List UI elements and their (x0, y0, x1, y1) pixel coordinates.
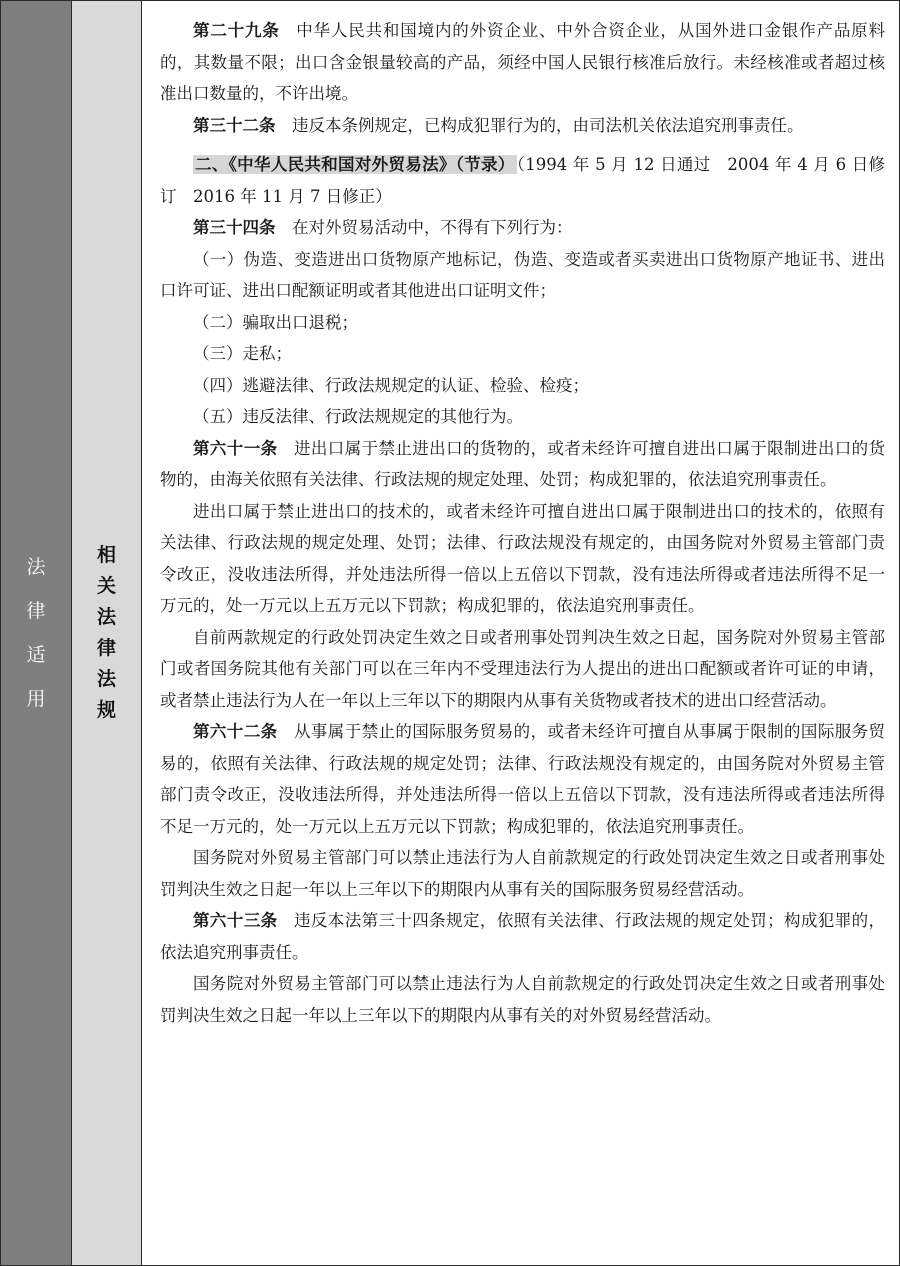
article-number: 第六十二条 (193, 722, 278, 741)
body-paragraph (160, 496, 885, 622)
article-number: 第三十二条 (193, 115, 276, 135)
article-text: 违反本条例规定，已构成犯罪行为的，由司法机关依法追究刑事责任。 (292, 115, 804, 135)
category-char: 法 (26, 556, 46, 578)
article-paragraph (160, 905, 885, 968)
subcategory-char: 律 (96, 637, 116, 659)
article-paragraph (160, 716, 885, 842)
article-text: （四）逃避法律、行政法规规定的认证、检验、检疫； (193, 375, 589, 395)
section-heading (160, 149, 885, 212)
subcategory-char: 法 (96, 668, 116, 690)
article-text: 自前两款规定的行政处罚决定生效之日或者刑事处罚判决生效之日起，国务院对外贸易主管部门或者国务院其他有关部门可以在三年内不受理违法行为人提出的进出口配额或者许可证的申请，或者禁止违法行为人在一年以上三年以下的期限内从事有关货物或者技术的进出口经营活动。 (160, 627, 885, 710)
list-item (160, 370, 885, 402)
article-text: 进出口属于禁止进出口的技术的，或者未经许可擅自进出口属于限制进出口的技术的，依照有关法律、行政法规的规定处理、处罚；法律、行政法规没有规定的，由国务院对外贸易主管部门责令改正，没收违法所得，并处违法所得一倍以上五倍以下罚款，没有违法所得或者违法所得不足一万元的，处一万元以上五万元以下罚款；构成犯罪的，依法追究刑事责任。 (160, 501, 885, 615)
article-text: （一）伪造、变造进出口货物原产地标记，伪造、变造或者买卖进出口货物原产地证书、进出口许可证、进出口配额证明或者其他进出口证明文件； (160, 249, 885, 300)
article-number: 第二十九条 (193, 21, 280, 40)
subcategory-char: 规 (96, 699, 116, 721)
category-char: 适 (26, 644, 46, 666)
article-paragraph (160, 15, 885, 110)
article-number: 第六十三条 (193, 911, 278, 930)
subcategory-char: 法 (96, 606, 116, 628)
article-paragraph (160, 212, 885, 244)
category-column (1, 1, 72, 1265)
category-char: 律 (26, 600, 46, 622)
article-number: 第六十一条 (193, 438, 278, 458)
article-text: 在对外贸易活动中，不得有下列行为： (292, 218, 573, 237)
list-item (160, 307, 885, 339)
law-text (142, 1, 899, 1265)
article-text: 违反本法第三十四条规定，依照有关法律、行政法规的规定处罚；构成犯罪的，依法追究刑事责任。 (160, 911, 886, 962)
subcategory-label (97, 540, 116, 726)
section-title: 二、《中华人民共和国对外贸易法》（节录） (195, 155, 515, 174)
list-item (160, 401, 885, 433)
article-paragraph (160, 433, 885, 496)
article-text: 从事属于禁止的国际服务贸易的，或者未经许可擅自从事属于限制的国际服务贸易的，依照有关法律、行政法规的规定处罚；法律、行政法规没有规定的，由国务院对外贸易主管部门责令改正，没收违法所得，并处违法所得一倍以上五倍以下罚款，没有违法所得或者违法所得不足一万元的，处一万元以上五万元以下罚款；构成犯罪的，依法追究刑事责任。 (160, 722, 886, 836)
article-text: （二）骗取出口退税； (193, 312, 358, 332)
article-text: 国务院对外贸易主管部门可以禁止违法行为人自前款规定的行政处罚决定生效之日或者刑事处罚判决生效之日起一年以上三年以下的期限内从事有关的国际服务贸易经营活动。 (160, 848, 885, 899)
article-text: （三）走私； (193, 344, 292, 363)
article-number: 第三十四条 (193, 218, 276, 237)
article-text: 中华人民共和国境内的外资企业、中外合资企业，从国外进口金银作产品原料的，其数量不限；出口含金银量较高的产品，须经中国人民银行核准后放行。未经核准或者超过核准出口数量的，不许出境。 (160, 21, 886, 103)
category-char: 用 (26, 688, 46, 710)
body-paragraph (160, 622, 885, 717)
article-paragraph (160, 110, 885, 142)
category-label (26, 545, 45, 721)
section-dates: （1994 年 5 月 12 日通过 2004 年 4 月 6 日修订 2016 年 11 月 7 日修正） (160, 155, 886, 206)
body-paragraph (160, 968, 885, 1031)
list-item (160, 244, 885, 307)
article-text: （五）违反法律、行政法规规定的其他行为。 (193, 407, 523, 426)
subcategory-char: 关 (96, 575, 116, 597)
subcategory-char: 相 (96, 544, 116, 566)
article-text: 进出口属于禁止进出口的货物的，或者未经许可擅自进出口属于限制进出口的货物的，由海关依照有关法律、行政法规的规定处理、处罚；构成犯罪的，依法追究刑事责任。 (160, 438, 886, 489)
body-paragraph (160, 842, 885, 905)
article-text: 国务院对外贸易主管部门可以禁止违法行为人自前款规定的行政处罚决定生效之日或者刑事处罚判决生效之日起一年以上三年以下的期限内从事有关的对外贸易经营活动。 (160, 974, 885, 1025)
subcategory-column (72, 1, 142, 1265)
list-item (160, 338, 885, 370)
